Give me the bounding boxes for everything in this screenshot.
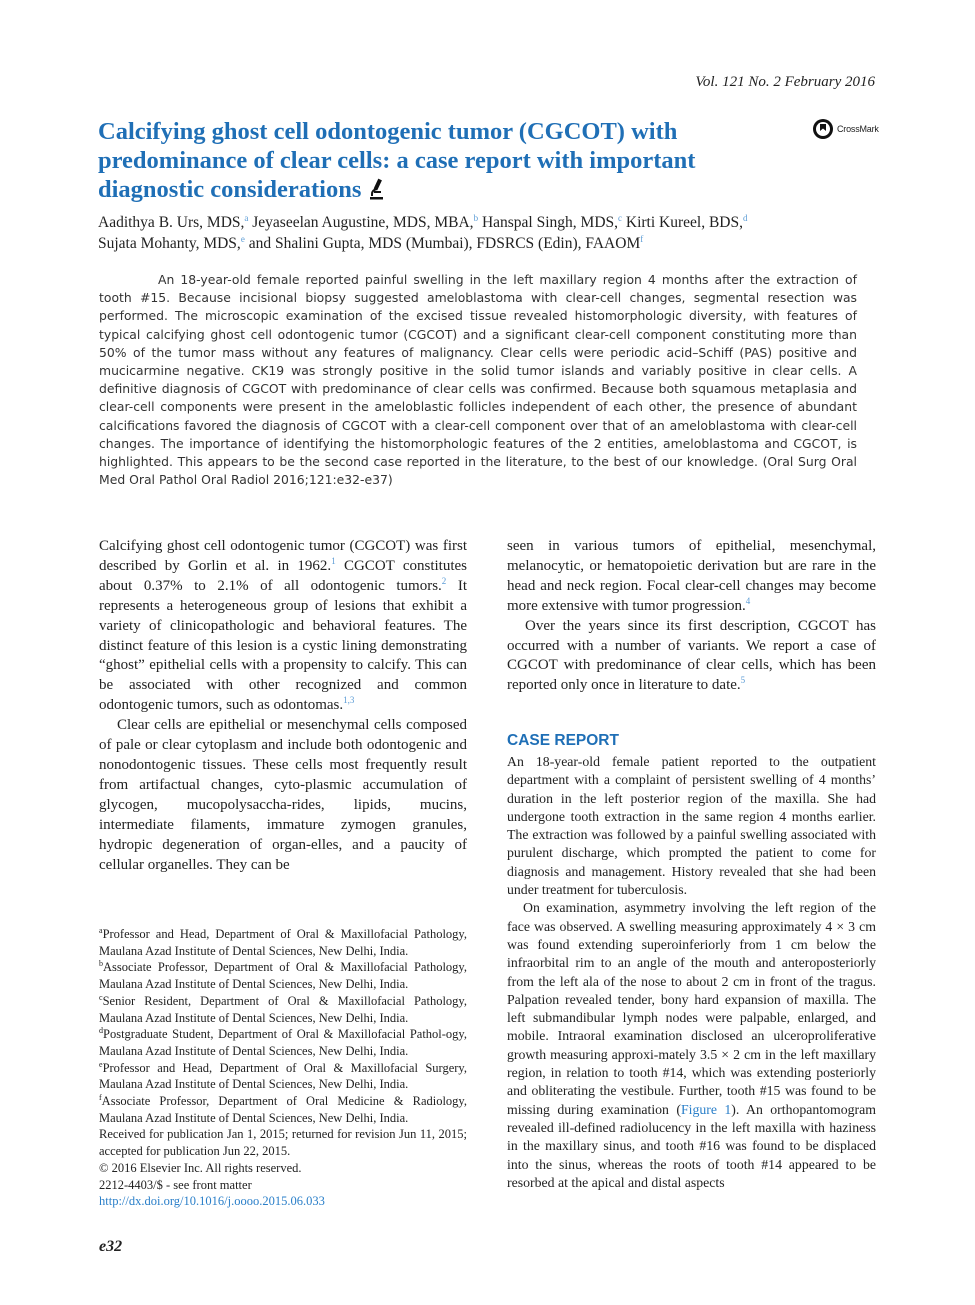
copyright: © 2016 Elsevier Inc. All rights reserved. [99,1160,302,1175]
footnote [99,1026,467,1059]
crossmark-badge[interactable] [812,118,879,140]
citation-ref[interactable]: 2 [441,575,447,586]
page-number: e32 [99,1238,123,1255]
author-affiliation-ref[interactable]: c [618,213,623,223]
case-paragraph: An 18-year-old female patient reported to the outpatient department with a complaint of persistent swelling of 4 months’ duration in the left posterior region of the maxilla. She had undergone tooth extraction in the same region 4 months earlier. The extraction was followed by a painful swelling associated with purulent discharge, which prompted the patient to come for diagnosis and management. History revealed that she had been under treatment for tuberculosis. [507,754,876,898]
footnote-marker: a [99,926,103,935]
case-text: On examination, asymmetry involving the left region of the face was observed. A swelling measuring approximately 4 × 3 cm was found extending superoinferiorly from 1 cm below the infraorbital rim to an angle of the mouth and anteroposteriorly from the left ala of the nose to about 2 cm in front of the tragus. Palpation revealed tender, bony hard expansion of maxilla. The left submandibular lymph nodes were palpable, enlarged, and mobile. Intraoral examination disclosed an ulceroproliferative growth measuring approxi-mately 3.5 × 2 cm in the left maxillary region, in relation to tooth #14, which was extending posteriorly and obliterating the vestibule. Further, tooth #15 was found to be missing during examination ( [507,900,876,1117]
citation-ref[interactable]: 5 [740,675,746,686]
footnote [99,1060,467,1093]
case-report-heading: CASE REPORT [507,732,619,749]
figure-link[interactable]: Figure 1 [680,1101,732,1117]
author-affiliation-ref[interactable]: e [240,234,245,244]
microscope-icon [367,178,385,207]
intro-paragraph [507,537,876,617]
footnote [99,993,467,1026]
footnote [99,926,467,959]
author-affiliation-ref[interactable]: d [743,213,748,223]
author-list [98,212,878,254]
case-report-body [507,753,876,1192]
footnote-marker: c [99,992,103,1002]
abstract: An 18-year-old female reported painful swelling in the left maxillary region 4 months after the extraction of tooth #15. Because incisional biopsy suggested ameloblastoma with clear-cell changes, segmental resection was performed. The microscopic examination of the excised tissue revealed histomorphologic diversity, with features of typical calcifying ghost cell odontogenic tumor (CGCOT) and a significant clear-cell component constituting more than 50% of the tumor mass without any features of malignancy. Clear cells were periodic acid–Schiff (PAS) positive and mucicarmine negative. CK19 was strongly positive in the solid tumor islands and variably positive in clear cells. A definitive diagnosis of CGCOT with predominance of clear cells was confirmed. Because both squamous metaplasia and clear-cell components were present in the ameloblastic follicles independent of each other, the presence of abundant calcifications favored the diagnosis of CGCOT with a clear-cell component over that of an ameloblastoma with clear-cell changes. The importance of identifying the histomorphologic features of the 2 entities, ameloblastoma and CGCOT, is highlighted. This appears to be the second case reported in the literature, to the best of our knowledge. (Oral Surg Oral Med Oral Pathol Oral Radiol 2016;121:e32-e37) [99,272,857,488]
crossmark-icon [812,118,834,140]
citation-ref[interactable]: 1,3 [343,695,355,706]
intro-paragraph: Clear cells are epithelial or mesenchymal cells composed of pale or clear cytoplasm and include both odontogenic and nonodontogenic tissues. These cells most frequently result from artifactual changes, cyto-plasmic accumulation of glycogen, mucopolysaccha-rides, lipids, mucins, intermediate filaments, immature zymogen granules, hydropic degeneration of organ-elles, and a paucity of cellular organelles. They can be [99,717,467,873]
footnote-marker: f [99,1093,102,1103]
intro-right-column [507,537,876,696]
issn: 2212-4403/$ - see front matter [99,1177,252,1192]
case-paragraph [507,899,876,1192]
footnote [99,1093,467,1126]
title-text: Calcifying ghost cell odontogenic tumor (CGCOT) with predominance of clear cells: a case report with important diagnostic considerations [98,118,696,203]
intro-text: Calcifying ghost cell odontogenic tumor (CGCOT) was first described by Gorlin et al. in 1962. [99,538,467,574]
author: Jeyaseelan Augustine, MDS, MBA, [252,214,474,231]
author: Aadithya B. Urs, MDS, [98,214,245,231]
intro-text: It represents a heterogeneous group of lesions that exhibit a variety of clinicopathologic and behavioral features. The distinct feature of this lesion is a cystic lining demonstrating “ghost” epithelial cells with a propensity to calcify. This can be associated with other recognized and common odontogenic tumors, such as odontomas. [99,577,467,714]
intro-text: seen in various tumors of epithelial, mesenchymal, melanocytic, or hematopoietic derivation but are rare in the head and neck region. Focal clear-cell changes may become more extensive with tumor progression. [507,538,876,614]
author: Sujata Mohanty, MDS, [98,235,241,252]
citation-ref[interactable]: 1 [331,555,336,566]
author: Hanspal Singh, MDS, [481,214,619,231]
footnote-text: Associate Professor, Department of Oral & Maxillofacial Pathology, Maulana Azad Institute of Dental Sciences, New Delhi, India. [99,960,467,992]
footnote-text: Professor and Head, Department of Oral & Maxillofacial Surgery, Maulana Azad Institute of Dental Sciences, New Delhi, India. [99,1060,467,1092]
footnote-text: Professor and Head, Department of Oral & Maxillofacial Pathology, Maulana Azad Institute of Dental Sciences, New Delhi, India. [99,927,467,958]
intro-paragraph [99,537,467,716]
article-title [98,117,788,207]
footnote-marker: b [99,959,103,969]
author: Kirti Kureel, BDS, [625,214,743,231]
author-affiliation-ref[interactable]: b [473,213,479,223]
intro-paragraph [507,617,876,697]
footnote-marker: d [99,1026,103,1036]
author-affiliation-ref[interactable]: f [640,234,644,244]
intro-text: CGCOT constitutes about 0.37% to 2.1% of all odontogenic tumors. [99,557,467,594]
footnote-text: Postgraduate Student, Department of Oral & Maxillofacial Pathol-ogy, Maulana Azad Institute of Dental Sciences, New Delhi, India. [99,1027,467,1058]
received-dates: Received for publication Jan 1, 2015; returned for revision Jun 11, 2015; accepted for publication Jun 22, 2015. [99,1127,467,1159]
intro-left-column [99,537,467,875]
footnote-text: Senior Resident, Department of Oral & Maxillofacial Pathology, Maulana Azad Institute of Dental Sciences, New Delhi, India. [99,993,467,1025]
journal-issue: Vol. 121 No. 2 February 2016 [695,74,875,90]
author: and Shalini Gupta, MDS (Mumbai), FDSRCS (Edin), FAAOM [248,235,641,252]
doi-link[interactable]: http://dx.doi.org/10.1016/j.oooo.2015.06.033 [99,1194,325,1209]
footnote-marker: e [99,1059,103,1069]
footnotes [99,926,467,1210]
crossmark-label: CrossMark [837,124,879,134]
author-affiliation-ref[interactable]: a [244,213,249,223]
intro-text: Over the years since its first description, CGCOT has occurred with a number of variants. We report a case of CGCOT with predominance of clear cells, which has been reported only once in literature to date. [507,617,876,694]
citation-ref[interactable]: 4 [745,595,751,606]
footnote-text: Associate Professor, Department of Oral Medicine & Radiology, Maulana Azad Institute of Dental Sciences, New Delhi, India. [99,1094,467,1125]
footnote [99,959,467,992]
case-text: ). An orthopantomogram revealed ill-defined radiolucency in the left maxilla with haziness in the maxillary sinus, and tooth #16 was found to be displaced into the sinus, whereas the roots of tooth #14 appeared to be resorbed at the apical and distal aspects [507,1101,877,1190]
